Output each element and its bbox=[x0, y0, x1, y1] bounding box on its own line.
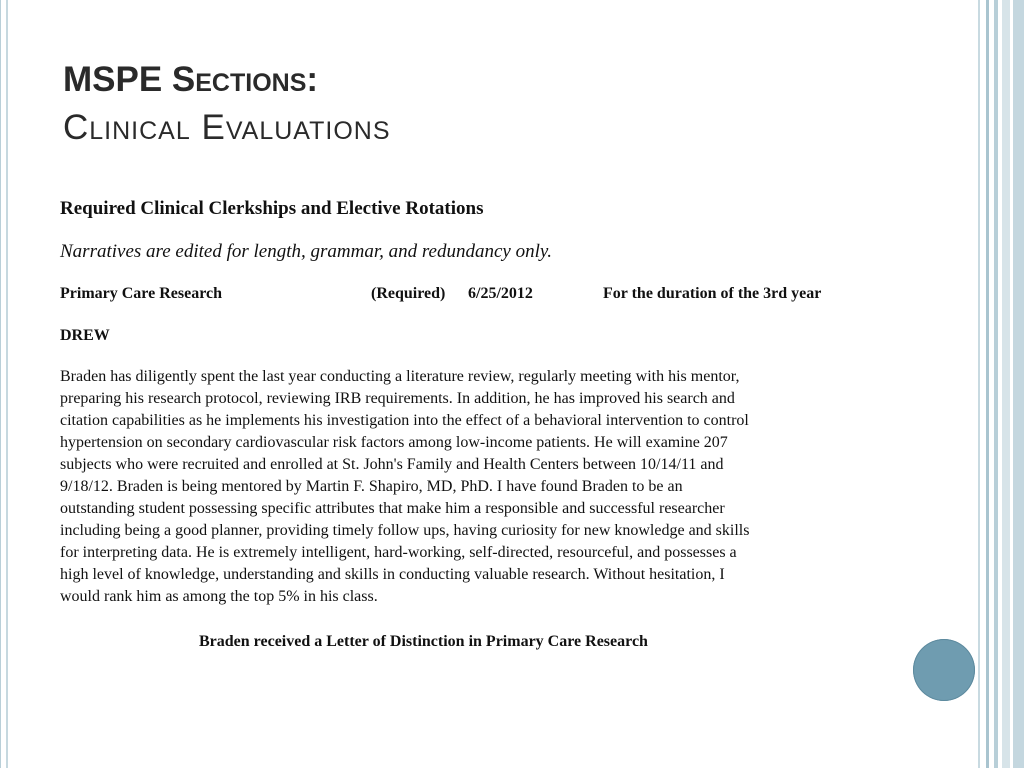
narrative-line: high level of knowledge, understanding and skills in conducting valuable research. Without hesitation, I bbox=[60, 566, 725, 583]
narrative-line: preparing his research protocol, reviewing IRB requirements. In addition, he has improved his search and bbox=[60, 390, 735, 407]
slide-title bbox=[63, 56, 391, 152]
narrative-line: Braden has diligently spent the last year conducting a literature review, regularly meeting with his mentor, bbox=[60, 368, 740, 385]
evaluator-name: DREW bbox=[60, 327, 110, 344]
narrative-line: subjects who were recruited and enrolled at St. John's Family and Health Centers between 10/14/11 and bbox=[60, 456, 724, 473]
narrative-line: would rank him as among the top 5% in his class. bbox=[60, 588, 378, 605]
slide-title-line2: Clinical Evaluations bbox=[63, 108, 391, 147]
document-excerpt bbox=[60, 196, 890, 653]
course-requirement: (Required) bbox=[371, 285, 446, 302]
document-note: Narratives are edited for length, grammar, and redundancy only. bbox=[60, 241, 553, 262]
narrative-line: outstanding student possessing specific attributes that make him a responsible and successful researcher bbox=[60, 500, 725, 517]
course-date: 6/25/2012 bbox=[468, 285, 533, 302]
narrative-line: hypertension on secondary cardiovascular risk factors among low-income patients. He will examine 207 bbox=[60, 434, 728, 451]
stripe bbox=[1002, 0, 1010, 768]
course-row bbox=[60, 285, 890, 307]
narrative-line: including being a good planner, providing timely follow ups, having curiosity for new knowledge and skills bbox=[60, 522, 750, 539]
decorative-circle bbox=[913, 639, 975, 701]
narrative-text bbox=[60, 366, 890, 608]
left-border-decoration bbox=[0, 0, 10, 768]
course-duration: For the duration of the 3rd year bbox=[603, 285, 822, 302]
document-heading: Required Clinical Clerkships and Elective Rotations bbox=[60, 198, 484, 219]
narrative-line: for interpreting data. He is extremely intelligent, hard-working, self-directed, resourceful, and possesses a bbox=[60, 544, 737, 561]
right-stripe-decoration bbox=[978, 0, 1024, 768]
narrative-line: 9/18/12. Braden is being mentored by Martin F. Shapiro, MD, PhD. I have found Braden to be an bbox=[60, 478, 683, 495]
distinction-statement: Braden received a Letter of Distinction in Primary Care Research bbox=[199, 633, 648, 650]
stripe bbox=[1013, 0, 1024, 768]
course-name: Primary Care Research bbox=[60, 285, 223, 302]
narrative-line: citation capabilities as he implements his investigation into the effect of a behavioral intervention to control bbox=[60, 412, 749, 429]
slide-title-line1: MSPE Sections: bbox=[63, 60, 319, 99]
